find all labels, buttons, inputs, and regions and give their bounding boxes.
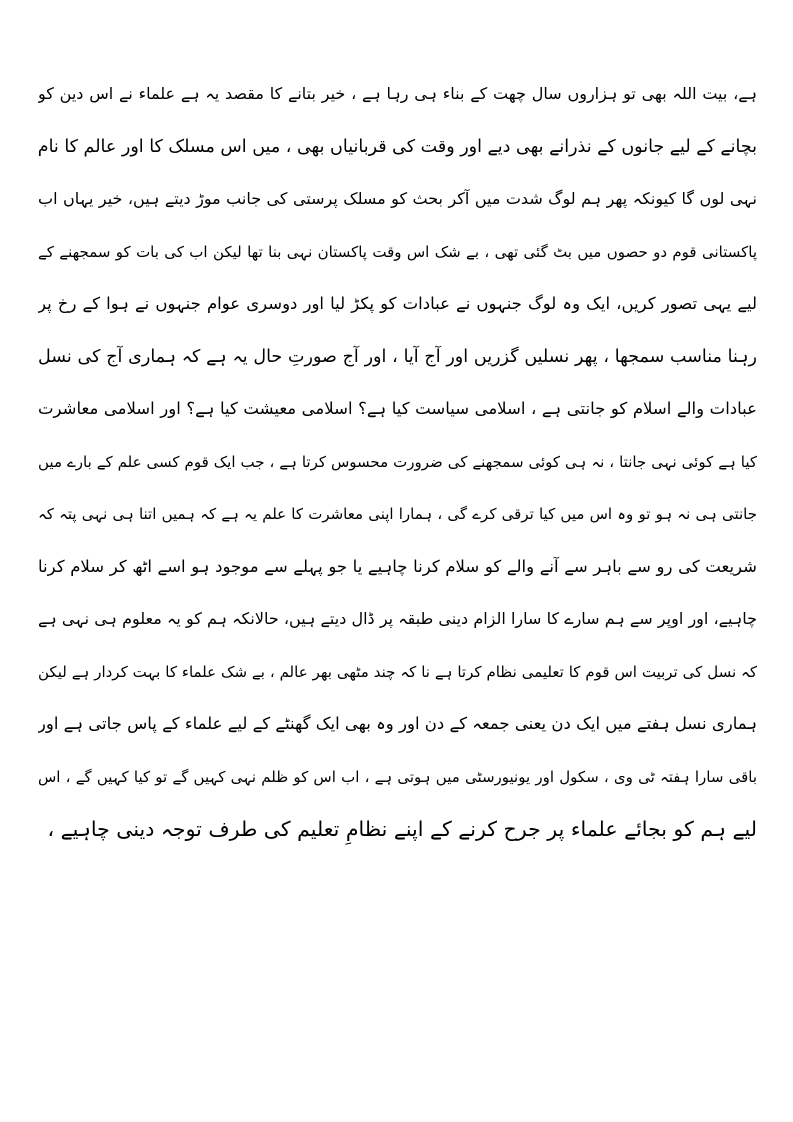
text-line: جانتی ہی نہ ہو تو وہ اس میں کیا ترقی کرے گی ، ہمارا اپنی معاشرت کا علم یہ ہے کہ ہمیں اتنا ہی نہی پتہ کہ <box>38 505 757 523</box>
text-line: باقی سارا ہفتہ ٹی وی ، سکول اور یونیورسٹی میں ہوتی ہے ، اب اس کو ظلم نہی کہیں گے تو کیا کہیں گے ، اس <box>38 767 757 786</box>
text-line: نہی لوں گا کیونکہ پھر ہم لوگ شدت میں آکر بحث کو مسلک پرستی کی جانب موڑ دیتے ہیں، خیر یہاں اب <box>38 189 757 208</box>
text-line-last: لیے ہم کو بجائے علماء پر جرح کرنے کے اپنے نظامِ تعلیم کی طرف توجہ دینی چاہیے ، <box>47 817 757 841</box>
text-line: رہنا مناسب سمجھا ، پھر نسلیں گزریں اور آج آیا ، اور آج صورتِ حال یہ ہے کہ ہماری آج کی نسل <box>38 346 757 367</box>
text-line: پاکستانی قوم دو حصوں میں بٹ گئی تھی ، بے شک اس وقت پاکستان نہی بنا تھا لیکن اب کی بات کو سمجھنے کے <box>38 242 757 261</box>
text-line: شریعت کی رو سے باہر سے آنے والے کو سلام کرنا چاہیے یا جو پہلے سے موجود ہو اسے اٹھ کر سلام کرنا <box>38 556 757 576</box>
body-text <box>38 68 757 856</box>
text-line: عبادات والے اسلام کو جانتی ہے ، اسلامی سیاست کیا ہے؟ اسلامی معیشت کیا ہے؟ اور اسلامی معاشرت <box>38 399 757 418</box>
text-line: کیا ہے کوئی نہی جانتا ، نہ ہی کوئی سمجھنے کی ضرورت محسوس کرتا ہے ، جب ایک قوم کسی علم کے بارے میں <box>38 452 757 471</box>
text-line: ہے، بیت اللہ بھی تو ہزاروں سال چھت کے بناء ہی رہا ہے ، خیر بتانے کا مقصد یہ ہے علماء نے اس دین کو <box>38 84 757 103</box>
text-line: لیے یہی تصور کریں، ایک وہ لوگ جنہوں نے عبادات کو پکڑ لیا اور دوسری عوام جنہوں نے ہوا کے رخ پر <box>38 294 757 313</box>
text-line: بچانے کے لیے جانوں کے نذرانے بھی دیے اور وقت کی قربانیاں بھی ، میں اس مسلک کا اور عالم کا نام <box>38 136 757 157</box>
text-line: کہ نسل کی تربیت اس قوم کا تعلیمی نظام کرتا ہے نا کہ چند مٹھی بھر عالم ، بے شک علماء کا بہت کردار ہے لیکن <box>38 662 757 681</box>
text-line: چاہیے، اور اوپر سے ہم سارے کا سارا الزام دینی طبقہ پر ڈال دیتے ہیں، حالانکہ ہم کو یہ معلوم ہی نہی ہے <box>38 609 757 628</box>
text-line: ہماری نسل ہفتے میں ایک دن یعنی جمعہ کے دن اور وہ بھی ایک گھنٹے کے لیے علماء کے پاس جاتی ہے اور <box>38 714 757 733</box>
